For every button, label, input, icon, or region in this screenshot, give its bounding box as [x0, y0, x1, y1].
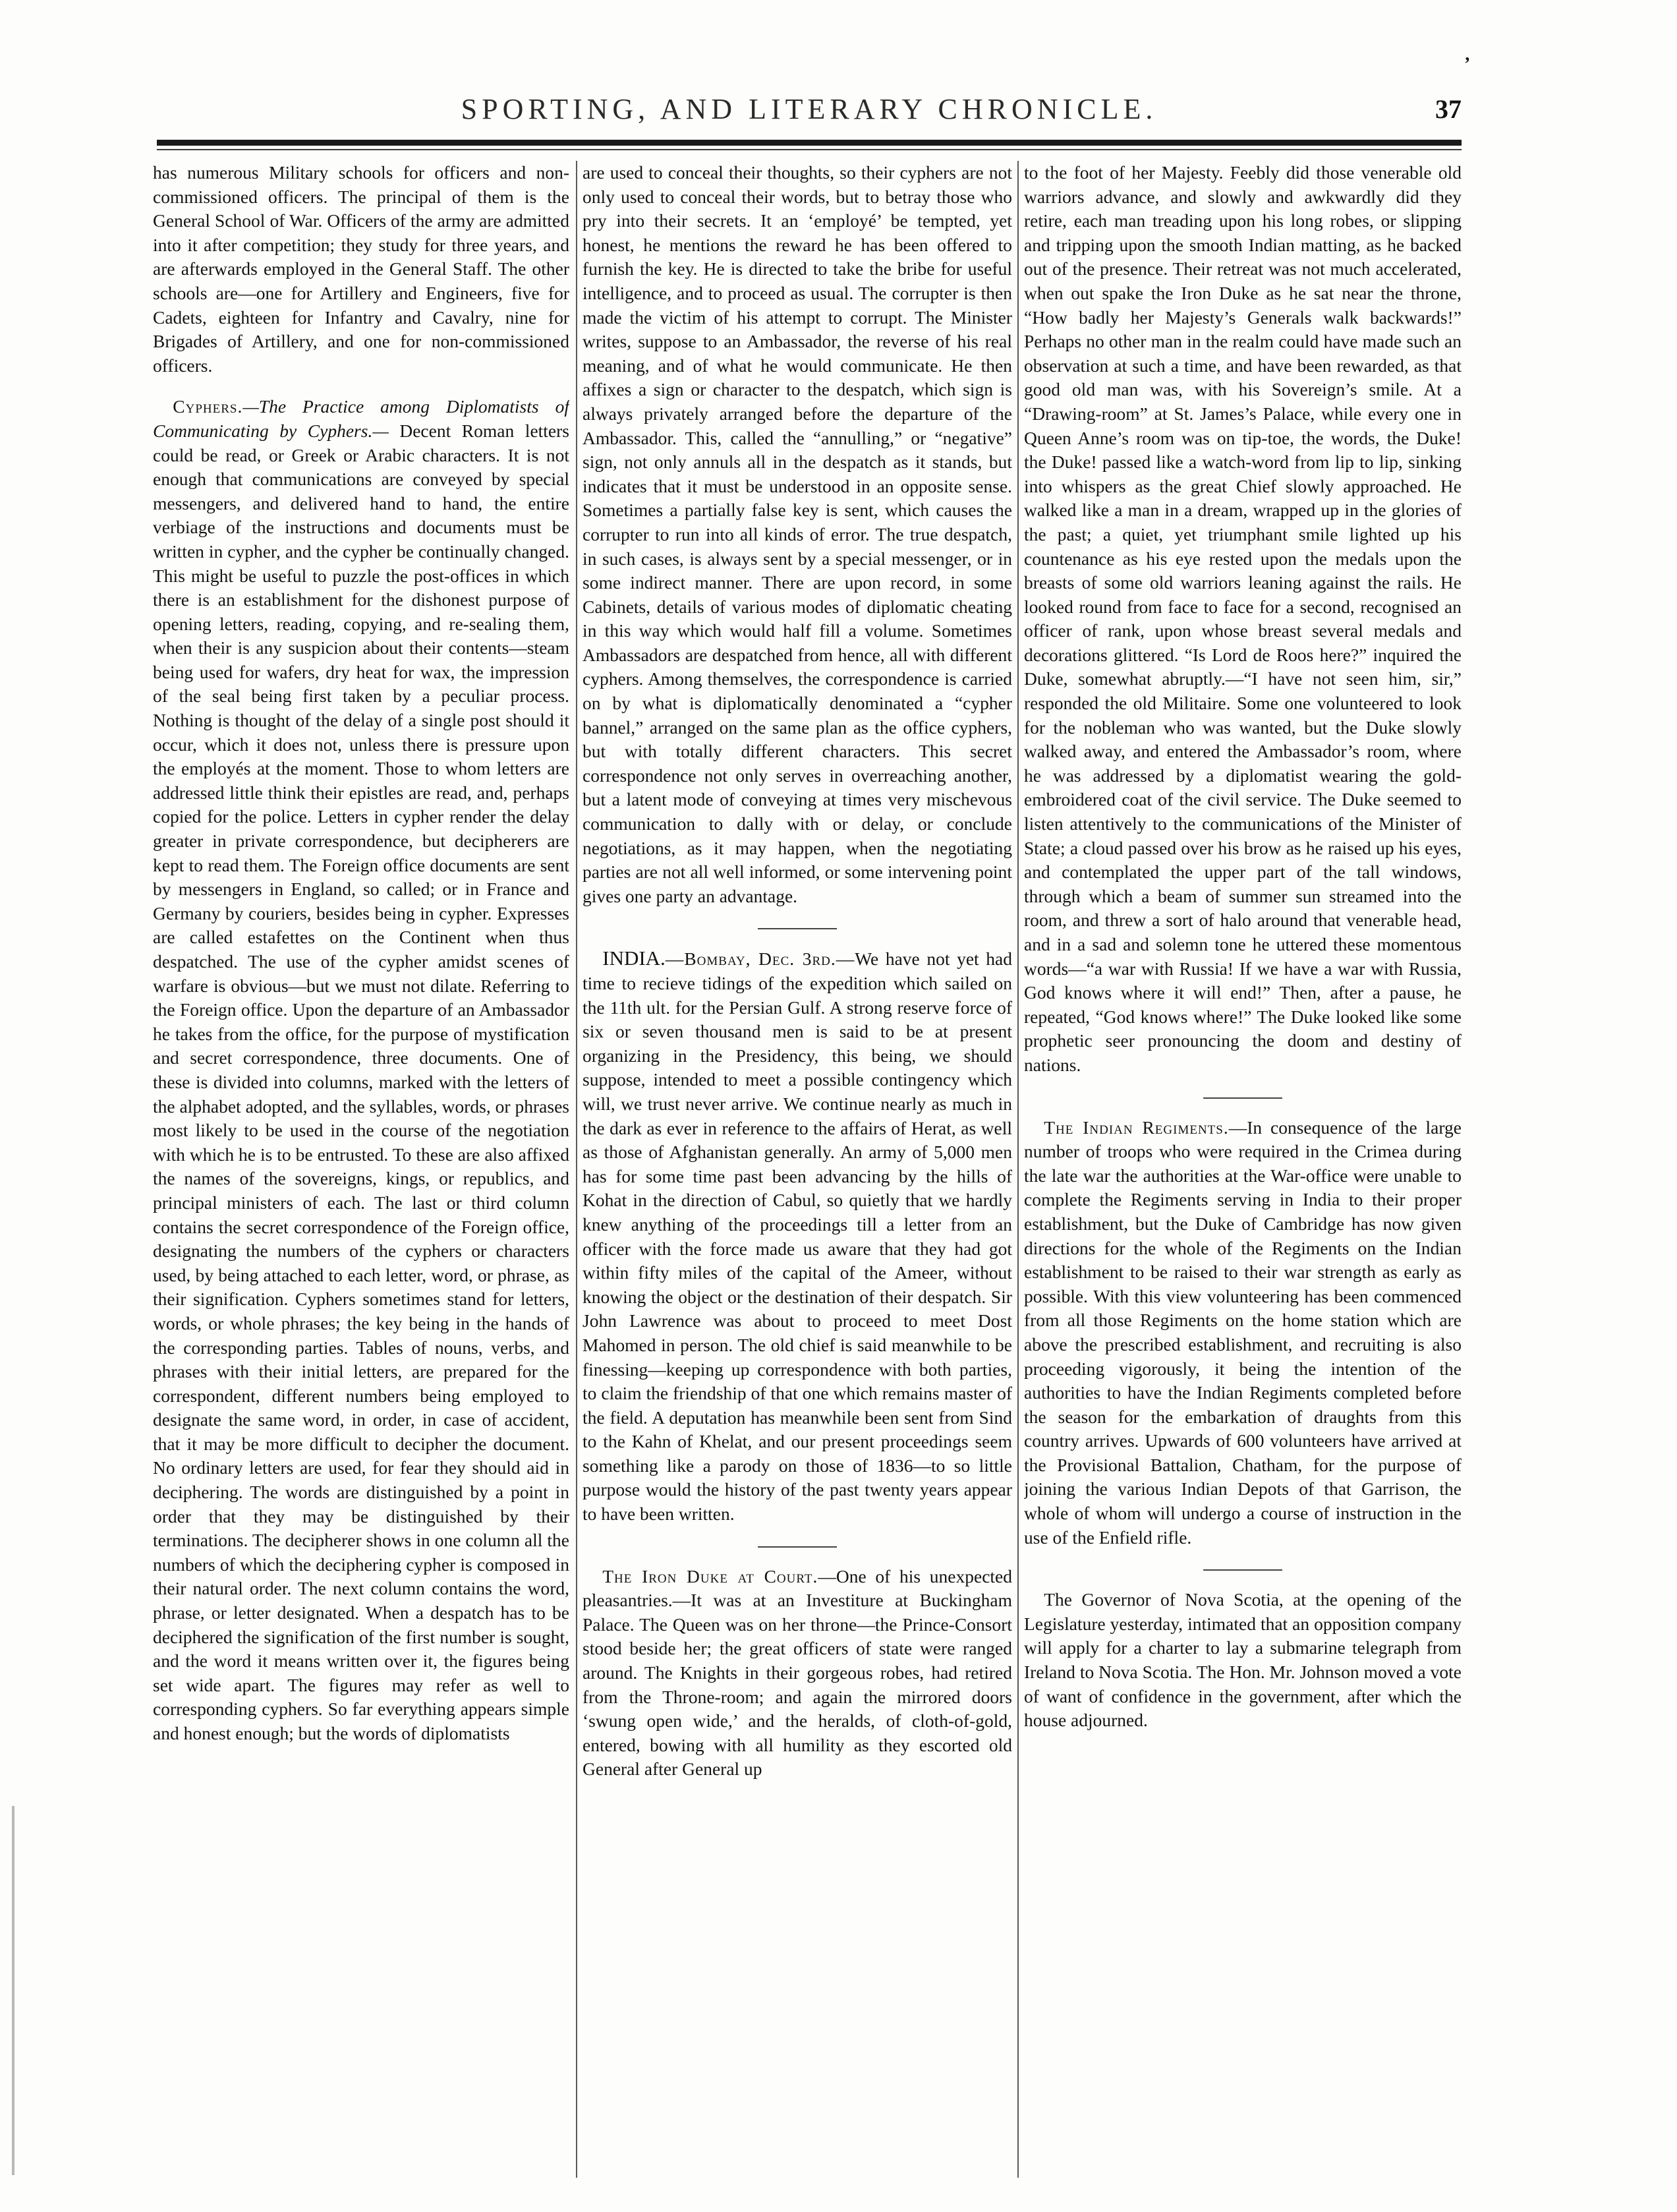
- india-dateline: —Bombay, Dec. 3rd.—: [665, 948, 855, 970]
- header-rule-thin: [157, 149, 1462, 150]
- india-body: We have not yet had time to recieve tidings of the expedition which sailed on the 11th ult. for the Persian Gulf. A strong reserve force of six or seven thousand men is said to be at present organizing in the Presidency, this being, we should suppose, intended to meet a possible contingency which will, we trust never arrive. We continue nearly as much in the dark as ever in reference to the affairs of Herat, as well as those of Afghanistan generally. An army of 5,000 men has for some time past been advancing by the hills of Kohat in the direction of Cabul, so quietly that we hardly knew anything of the proceedings till a letter from an officer with the force made us aware that they had got within fifty miles of the capital of the Ameer, without knowing the object or the destination of their despatch. Sir John Lawrence was about to proceed to meet Dost Mahomed in person. The old chief is said meanwhile to be finessing—keeping up correspondence with both parties, to claim the friendship of that one which remains master of the field. A deputation has meanwhile been sent from Sind to the Kahn of Khelat, and our present proceedings seem something like a parody on those of 1836—to so little purpose would the history of the past twenty years appear to have been written.: [583, 948, 1012, 1525]
- running-head: SPORTING, AND LITERARY CHRONICLE.: [461, 93, 1158, 125]
- column-divider-2: [1017, 161, 1019, 2178]
- cyphers-body: Decent Roman letters could be read, or Greek or Arabic characters. It is not enough that communications are conveyed by special messengers, and delivered hand to hand, the entire verbiage of the instructions and documents must be written in cypher, and the cypher be continually changed. This might be useful to puzzle the post-offices in which there is an establishment for the dishonest purpose of opening letters, reading, copying, and re-sealing them, when their is any suspicion about their contents—steam being used for wafers, dry heat for wax, the impression of the seal being first taken by a peculiar process. Nothing is thought of the delay of a single post should it occur, which it does not, unless there is pressure upon the employés at the moment. Those to whom letters are addressed little think their epistles are read, and, perhaps copied for the police. Letters in cypher render the delay greater in private correspondence, but decipherers are kept to read them. The Foreign office documents are sent by messengers in England, so called; or in France and Germany by couriers, besides being in cypher. Expresses are called estafettes on the Continent when thus despatched. The use of the cypher amidst scenes of warfare is obvious—but we must not dilate. Referring to the Foreign office. Upon the departure of an Ambassador he takes from the office, for the purpose of mystification and secret correspondence, three documents. One of these is divided into columns, marked with the letters of the alphabet adopted, and the syllables, words, or phrases most likely to be used in the course of the negotiation with which he is to be entrusted. To these are also affixed the names of the sovereigns, kings, or republics, and principal ministers of each. The last or third column contains the secret correspondence of the Foreign office, designating the numbers of the cyphers or characters used, by being attached to each letter, word, or phrase, as their signification. Cyphers sometimes stand for letters, words, or whole phrases; the key being in the hands of the corresponding parties. Tables of nouns, verbs, and phrases with their initial letters, are prepared for the correspondent, different numbers being employed to designate the same word, in order, in case of accident, that it may be more difficult to decipher the document. No ordinary letters are used, for fear they should aid in deciphering. The words are distinguished by a point in order that they may be distinguished by their terminations. The decipherer shows in one column all the numbers of which the deciphering cypher is composed in their natural order. The next column contains the word, phrase, or letter designated. When a despatch has to be deciphered the signification of the first number is sought, and the word it means written over it, the figures being set wide apart. The figures may refer as well to corresponding cyphers. So far everything appears simple and honest enough; but the words of diplomatists: [153, 420, 569, 1743]
- cyphers-article-start: [153, 395, 569, 1745]
- iron-duke-body: —One of his unexpected pleasantries.—It was at an Investiture at Buckingham Palace. The Queen was on her throne—the Prince-Consort stood beside her; the great officers of state were ranged around. The Knights in their gorgeous robes, had retired from the Throne-room; and again the mirrored doors ‘swung open wide,’ and the heralds, of cloth-of-gold, entered, bowing with all humility as they escorted old General after General up: [583, 1565, 1012, 1780]
- page-header: [157, 92, 1462, 132]
- article-separator: [1203, 1097, 1282, 1099]
- scan-margin-shadow: [12, 1806, 14, 2175]
- iron-duke-headline: The Iron Duke at Court.: [602, 1565, 818, 1586]
- nova-scotia-paragraph: The Governor of Nova Scotia, at the opening of the Legislature yesterday, intimated that an opposition company will apply for a charter to lay a submarine telegraph from Ireland to Nova Scotia. The Hon. Mr. Johnson moved a vote of want of confidence in the government, after which the house adjourned.: [1024, 1589, 1462, 1731]
- india-headline: INDIA.: [602, 946, 666, 970]
- column-3: [1024, 161, 1462, 2186]
- cyphers-headline: Cyphers.: [173, 396, 243, 417]
- indian-regiments-body: —In consequence of the large number of troops who were required in the Crimea during the late war the authorities at the War-office were unable to complete the Regiments serving in India to their proper establishment, but the Duke of Cambridge has now given directions for the whole of the Regiments on the Indian establishment to be raised to their war strength as early as possible. With this view volunteering has been commenced from all those Regiments on the home station which are above the prescribed establishment, and recruiting is also proceeding vigorously, it being the intention of the authorities to have the Indian Regiments completed before the season for the embarkation of draughts from this country arrives. Upwards of 600 volunteers have arrived at the Provisional Battalion, Chatham, for the purpose of joining the various Indian Depots of that Garrison, the whole of whom will undergo a course of instruction in the use of the Enfield rifle.: [1024, 1117, 1462, 1548]
- military-schools-paragraph: has numerous Military schools for officers and non-commissioned officers. The principal of them is the General School of War. Officers of the army are admitted into it after competition; they study for three years, and are afterwards employed in the General Staff. The other schools are—one for Artillery and Engineers, five for Cadets, eighteen for Infantry and Cavalry, nine for Brigades of Artillery, and one for non-commissioned officers.: [153, 162, 569, 376]
- column-1: [153, 161, 569, 2186]
- indian-regiments-article: [1024, 1116, 1462, 1550]
- article-separator: [758, 928, 837, 929]
- cyphers-subhead: —The Practice among Diplomatists of Communicating by Cyphers.—: [153, 396, 569, 441]
- india-article: [583, 946, 1012, 1526]
- iron-duke-article: [583, 1565, 1012, 1782]
- column-divider-1: [576, 161, 577, 2178]
- indian-regiments-headline: The Indian Regiments.: [1044, 1117, 1229, 1138]
- page-number: 37: [1435, 94, 1462, 124]
- column-2: [583, 161, 1012, 2186]
- iron-duke-continuation: to the foot of her Majesty. Feebly did those venerable old warriors advance, and slowly and awkwardly did they retire, each man treading upon his long robes, or slipping and tripping upon the smooth Indian matting, as he backed out of the presence. Their retreat was not much accelerated, when out spake the Iron Duke as he sat near the throne, “How badly her Majesty’s Generals walk backwards!” Perhaps no other man in the realm could have made such an observation at such a time, and have been rewarded, as that good old man was, with his Sovereign’s smile. At a “Drawing-room” at St. James’s Palace, while every one in Queen Anne’s room was on tip-toe, the words, the Duke! the Duke! passed like a watch-word from lip to lip, sinking into whispers as the great Chief slowly approached. He walked like a man in a dream, wrapped up in the glories of the past; a quiet, yet triumphant smile lighted up his countenance as his eye rested upon the medals upon the breasts of some old warriors leaning against the rails. He looked round from face to face for a second, recognised an officer of rank, upon whose breast several medals and decorations glittered. “Is Lord de Roos here?” inquired the Duke, somewhat abruptly.—“I have not seen him, sir,” responded the old Militaire. Some one volunteered to look for the nobleman who was wanted, but the Duke slowly walked away, and entered the Ambassador’s room, where he was addressed by a diplomatist wearing the gold-embroidered coat of the civil service. The Duke seemed to listen attentively to the communications of the Minister of State; a cloud passed over his brow as he raised up his eyes, and contemplated the upper part of the tall windows, through which a beam of summer sun streamed into the room, and threw a sort of halo around that venerable head, and in a sad and solemn tone he uttered these momentous words—“a war with Russia! If we have a war with Russia, God knows where it will end!” Then, after a pause, he repeated, “God knows where!” The Duke looked like some prophetic seer pronouncing the doom and destiny of nations.: [1024, 162, 1462, 1075]
- cyphers-continuation: are used to conceal their thoughts, so their cyphers are not only used to conceal their words, but to betray those who pry into their secrets. It an ‘employé’ be tempted, yet honest, he mentions the reward he has been offered to furnish the key. He is directed to take the bribe for useful intelligence, and to proceed as usual. The corrupter is then made the victim of his attempt to corrupt. The Minister writes, suppose to an Ambassador, the reverse of his real meaning, and of what he would communicate. He then affixes a sign or character to the despatch, which sign is always privately arranged before the departure of the Ambassador. This, called the “annulling,” or “negative” sign, not only annuls all in the despatch as it stands, but indicates that it must be understood in an opposite sense. Sometimes a partially false key is sent, which causes the corrupter to run into all kinds of error. The true despatch, in such cases, is always sent by a special messenger, or in some indirect manner. There are upon record, in some Cabinets, details of various modes of diplomatic cheating in this way which would half fill a volume. Sometimes Ambassadors are despatched from hence, all with different cyphers. Among themselves, the correspondence is carried on by what is diplomatically denominated a “cypher bannel,” arranged on the same plan as the office cyphers, but with totally different characters. This secret correspondence not only serves in overreaching another, but a latent mode of conveying at times very mischevous communication to dally with or delay, or conclude negotiations, as it may happen, when the negotiating parties are not all well informed, or some intervening point gives one party an advantage.: [583, 162, 1012, 906]
- corner-mark: ’: [1464, 54, 1471, 74]
- article-separator: [1203, 1569, 1282, 1571]
- header-rule-thick: [157, 140, 1462, 146]
- article-separator: [758, 1546, 837, 1548]
